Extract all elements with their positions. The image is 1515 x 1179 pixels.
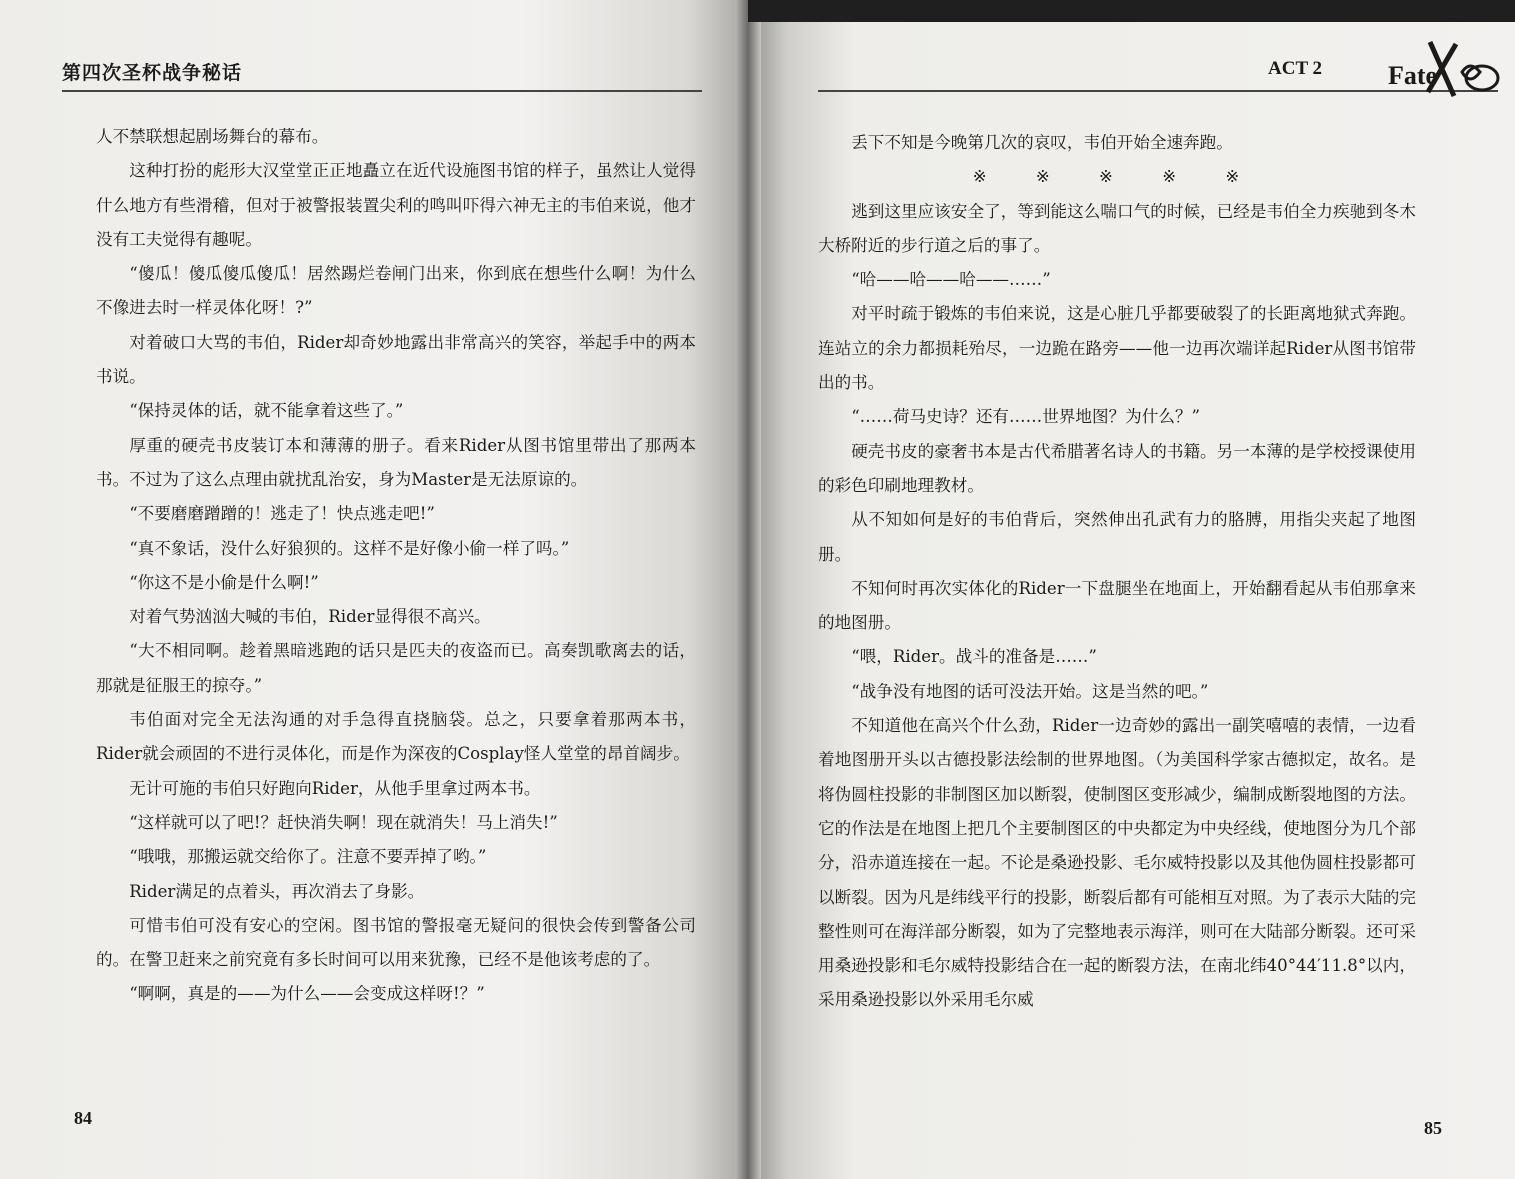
paragraph: 厚重的硬壳书皮装订本和薄薄的册子。看来Rider从图书馆里带出了那两本书。不过为了这么点理由就扰乱治安，身为Master是无法原谅的。	[96, 435, 696, 489]
paragraph: 对着气势汹汹大喊的韦伯，Rider显得很不高兴。	[129, 607, 491, 627]
book-gutter	[735, 0, 761, 1179]
paragraph: “真不象话，没什么好狼狈的。这样不是好像小偷一样了吗。”	[129, 538, 570, 558]
paragraph: “傻瓜！傻瓜傻瓜傻瓜！居然踢烂卷闸门出来，你到底在想些什么啊！为什么不像进去时一样灵体化呀！?”	[96, 264, 696, 318]
paragraph: 韦伯面对完全无法沟通的对手急得直挠脑袋。总之，只要拿着那两本书，Rider就会顽固的不进行灵体化，而是作为深夜的Cosplay怪人堂堂的昂首阔步。	[96, 710, 696, 764]
paragraph: 对平时疏于锻炼的韦伯来说，这是心脏几乎都要破裂了的长距离地狱式奔跑。连站立的余力都损耗殆尽，一边跪在路旁——他一边再次端详起Rider从图书馆带出的书。	[818, 304, 1416, 393]
paragraph: 不知道他在高兴个什么劲，Rider一边奇妙的露出一副笑嘻嘻的表情，一边看着地图册开头以古德投影法绘制的世界地图。（为美国科学家古德拟定，故名。是将伪圆柱投影的非制图区加以断裂，使制图区变形减少，编制成断裂地图的方法。它的作法是在地图上把几个主要制图区的中央都定为中央经线，使地图分为几个部分，沿赤道连接在一起。不论是桑逊投影、毛尔威特投影以及其他伪圆柱投影都可以断裂。因为凡是纬线平行的投影，断裂后都有可能相互对照。为了表示大陆的完整性则可在海洋部分断裂，如为了完整地表示海洋，则可在大陆部分断裂。还可采用桑逊投影和毛尔威特投影结合在一起的断裂方法，在南北纬40°44′11.8°以内，采用桑逊投影以外采用毛尔威	[818, 716, 1416, 1010]
right-page-body	[818, 126, 1416, 1018]
paragraph: 丢下不知是今晚第几次的哀叹，韦伯开始全速奔跑。	[851, 133, 1233, 152]
paragraph: “……荷马史诗？还有……世界地图？为什么？”	[851, 407, 1201, 427]
page-number-right: 85	[1424, 1118, 1442, 1138]
paragraph: Rider满足的点着头，再次消去了身影。	[129, 881, 425, 901]
logo-text: Fate	[1388, 61, 1438, 90]
paragraph: “大不相同啊。趁着黑暗逃跑的话只是匹夫的夜盗而已。高奏凯歌离去的话，那就是征服王的掠夺。”	[96, 641, 696, 695]
running-header-right: ACT 2	[1268, 58, 1323, 79]
paragraph: “哦哦，那搬运就交给你了。注意不要弄掉了哟。”	[129, 847, 487, 867]
paragraph: “啊啊，真是的——为什么——会变成这样呀!？”	[129, 984, 485, 1004]
paragraph: “哈——哈——哈——……”	[851, 270, 1051, 290]
paragraph: 对着破口大骂的韦伯，Rider却奇妙地露出非常高兴的笑容，举起手中的两本书说。	[96, 332, 696, 387]
page-number-left: 84	[74, 1108, 92, 1128]
paragraph: 不知何时再次实体化的Rider一下盘腿坐在地面上，开始翻看起从韦伯那拿来的地图册。	[818, 578, 1416, 633]
left-page-body	[96, 120, 696, 1012]
right-page	[748, 0, 1515, 1179]
running-header-left: 第四次圣杯战争秘话	[62, 62, 243, 84]
paragraph: 人不禁联想起剧场舞台的幕布。	[96, 127, 329, 146]
paragraph: 可惜韦伯可没有安心的空闲。图书馆的警报毫无疑问的很快会传到警备公司的。在警卫赶来之前究竟有多长时间可以用来犹豫，已经不是他该考虑的了。	[96, 915, 696, 970]
paragraph: “这样就可以了吧!？赶快消失啊！现在就消失！马上消失!”	[129, 812, 558, 832]
paragraph: 从不知如何是好的韦伯背后，突然伸出孔武有力的胳膊，用指尖夹起了地图册。	[818, 510, 1416, 564]
paragraph: 逃到这里应该安全了，等到能这么喘口气的时候，已经是韦伯全力疾驰到冬木大桥附近的步行道之后的事了。	[818, 201, 1416, 255]
paragraph: 硬壳书皮的豪奢书本是古代希腊著名诗人的书籍。另一本薄的是学校授课使用的彩色印刷地理教材。	[818, 441, 1416, 495]
fate-zero-logo	[1384, 34, 1504, 104]
left-page	[0, 0, 748, 1179]
scan-top-edge	[748, 0, 1515, 22]
paragraph: “你这不是小偷是什么啊!”	[129, 572, 319, 592]
paragraph: 无计可施的韦伯只好跑向Rider，从他手里拿过两本书。	[129, 778, 541, 798]
paragraph: “保持灵体的话，就不能拿着这些了。”	[129, 401, 404, 421]
paragraph: “喂，Rider。战斗的准备是……”	[851, 647, 1097, 667]
paragraph: 这种打扮的彪形大汉堂堂正正地矗立在近代设施图书馆的样子，虽然让人觉得什么地方有些滑稽，但对于被警报装置尖利的鸣叫吓得六神无主的韦伯来说，他才没有工夫觉得有趣呢。	[96, 161, 696, 249]
header-rule	[62, 90, 702, 92]
section-separator: ※ ※ ※ ※ ※	[972, 167, 1262, 187]
paragraph: “不要磨磨蹭蹭的！逃走了！快点逃走吧!”	[129, 504, 435, 524]
paragraph: “战争没有地图的话可没法开始。这是当然的吧。”	[851, 681, 1209, 701]
